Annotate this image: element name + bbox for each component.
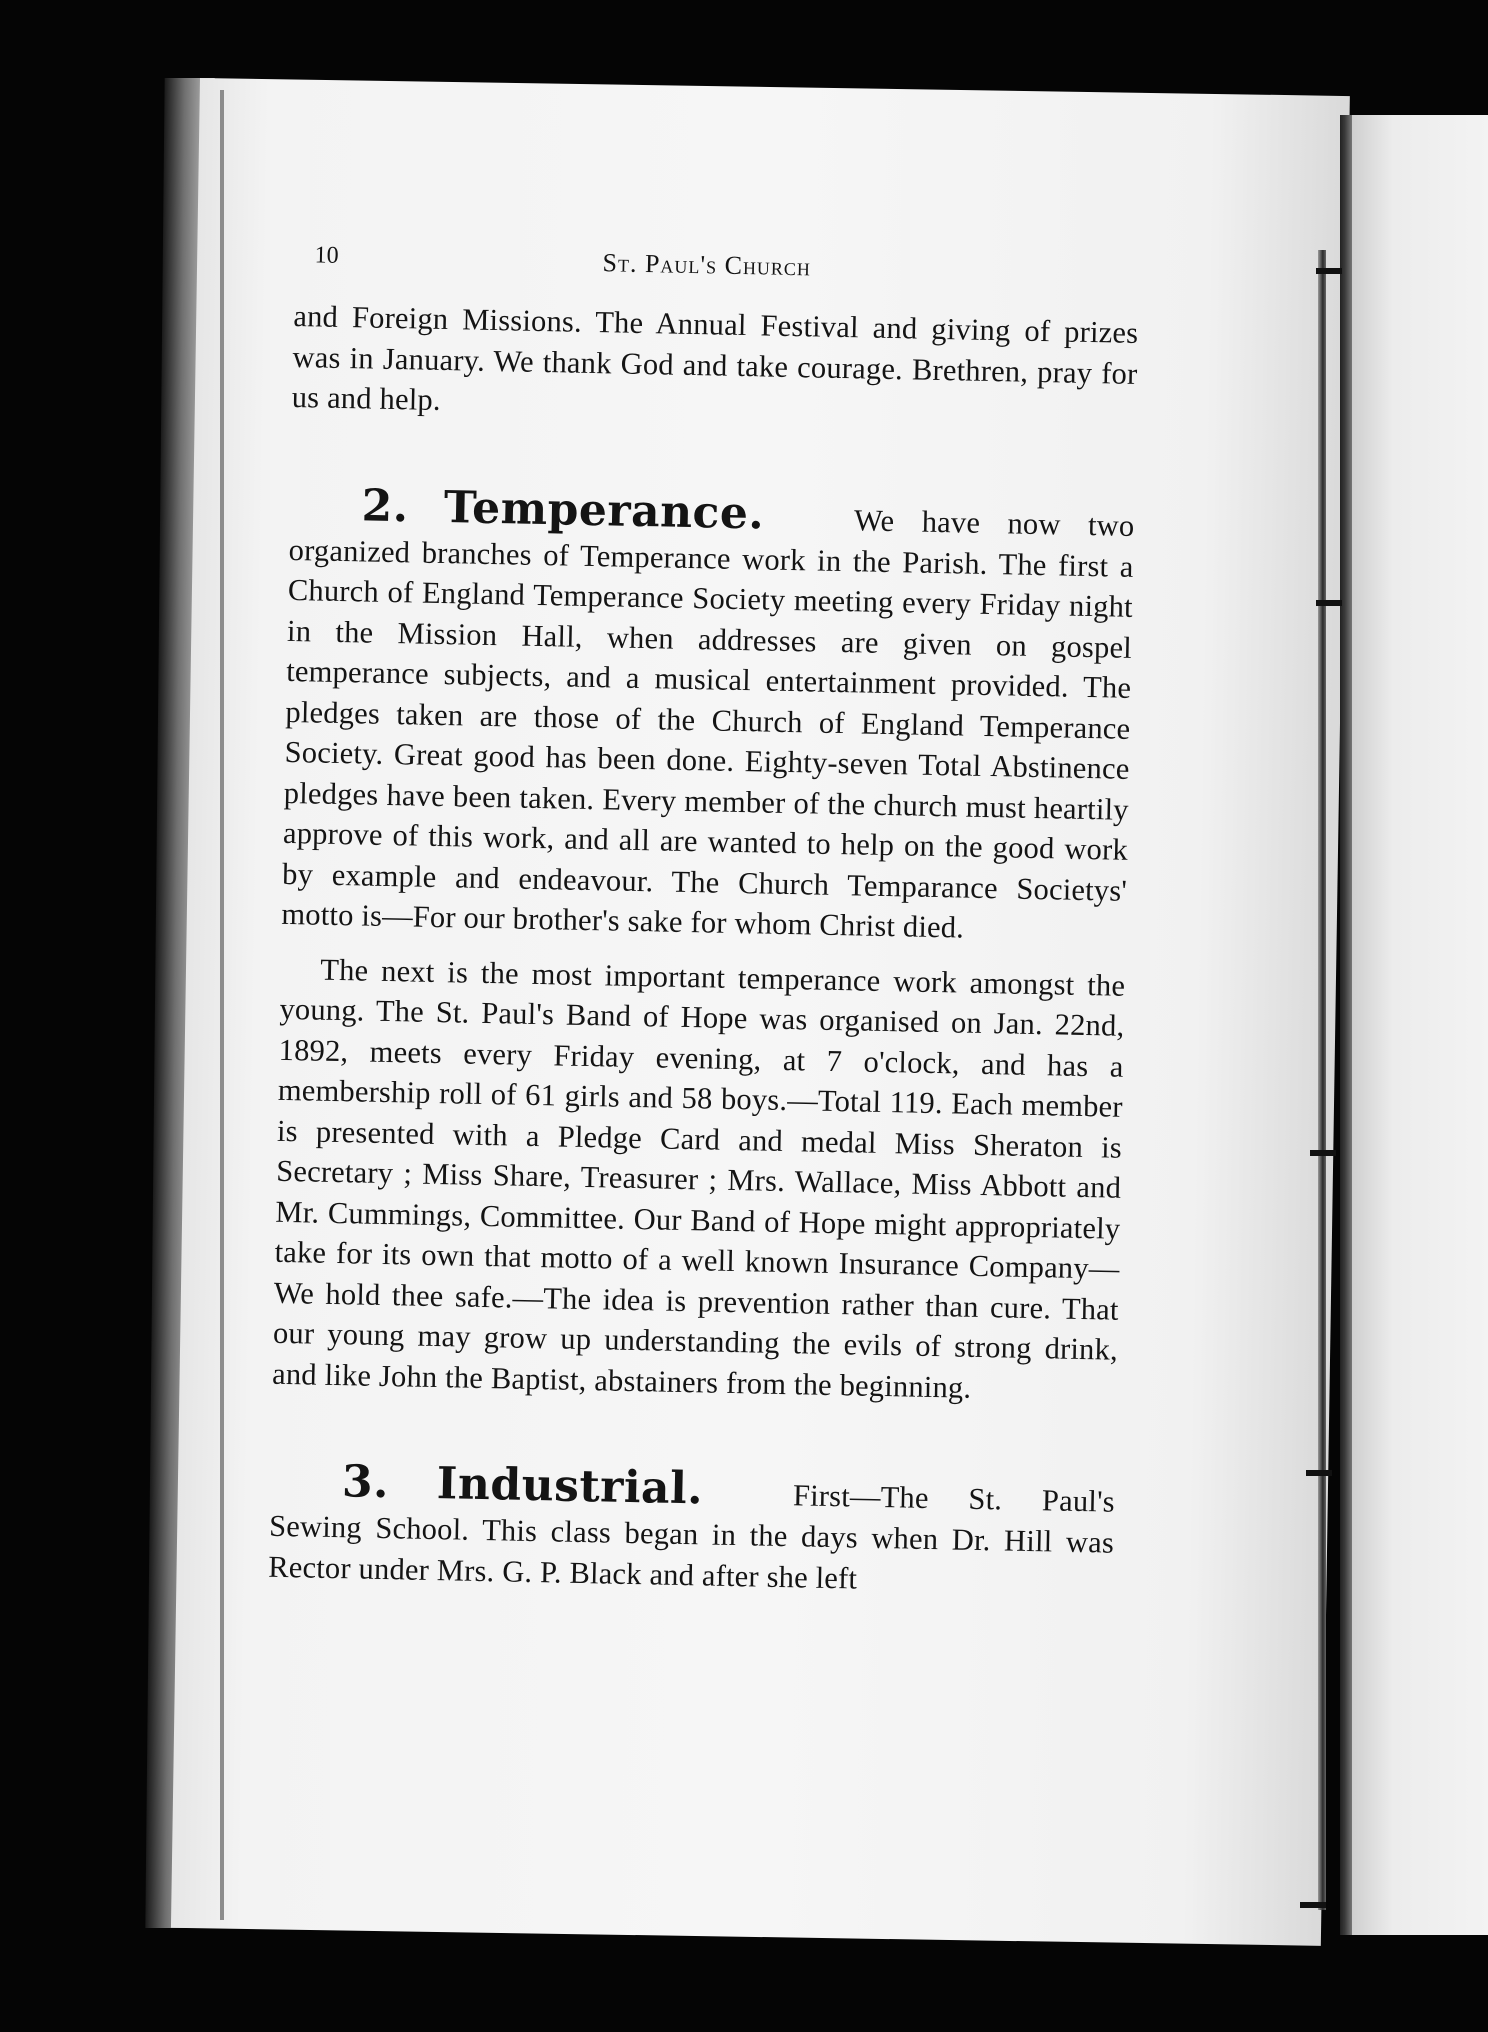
binding-stitch: [1300, 1902, 1326, 1908]
facing-page-edge: [1352, 115, 1488, 1935]
binding-stitch: [1316, 600, 1342, 606]
section-industrial: [268, 1456, 1115, 1604]
page-text-block: [268, 238, 1140, 1604]
section-heading: 3. Industrial.: [341, 1456, 704, 1515]
gutter-shadow: [1318, 250, 1326, 1910]
page-number: 10: [314, 242, 339, 269]
intro-paragraph: and Foreign Missions. The Annual Festival and giving of prizes was in January. We thank God and take courage. Brethren, pray for us and help.: [291, 298, 1139, 417]
binding-fold: [1340, 115, 1352, 1935]
binding-stitch: [1306, 1470, 1332, 1476]
section-lead-text: First—The St. Paul's Sewing School. This class began in the days when Dr. Hill was Rector under Mrs. G. P. Black and after she left: [267, 1478, 1116, 1596]
section-temperance: [272, 479, 1135, 1410]
binding-stitch: [1310, 1150, 1336, 1156]
binding-stitch: [1316, 268, 1342, 274]
section-lead-text: We have now two organized branches of Temperance work in the Parish. The first a Church of England Temperance Society meeting every Friday night in the Mission Hall, when addresses are given on gospel temperance subjects, and a musical entertainment provided. The pledges taken are those of the Church of England Temperance Society. Great good has been done. Eighty-seven Total Abstinence pledges have been taken. Every member of the church must heartily approve of this work, and all are wanted to help on the good work by example and endeavour. The Church Temparance Societys' motto is—For our brother's sake for whom Christ died.: [281, 502, 1135, 945]
section-heading: 2. Temperance.: [361, 479, 765, 539]
page-margin-rule: [220, 90, 224, 1920]
running-title: St. Paul's Church: [602, 248, 812, 282]
section-paragraph: The next is the most important temperance work amongst the young. The St. Paul's Band of Hope was organised on Jan. 22nd, 1892, meets every Friday evening, at 7 o'clock, and has a membership roll of 61 girls and 58 boys.—Total 119. Each member is presented with a Pledge Card and medal Miss Sheraton is Secretary ; Miss Share, Treasurer ; Mrs. Wallace, Miss Abbott and Mr. Cummings, Committee. Our Band of Hope might appropriately take for its own that motto of a well known Insurance Company—We hold thee safe.—The idea is prevention rather than cure. That our young may grow up understanding the evils of strong drink, and like John the Baptist, abstainers from the beginning.: [271, 952, 1126, 1405]
